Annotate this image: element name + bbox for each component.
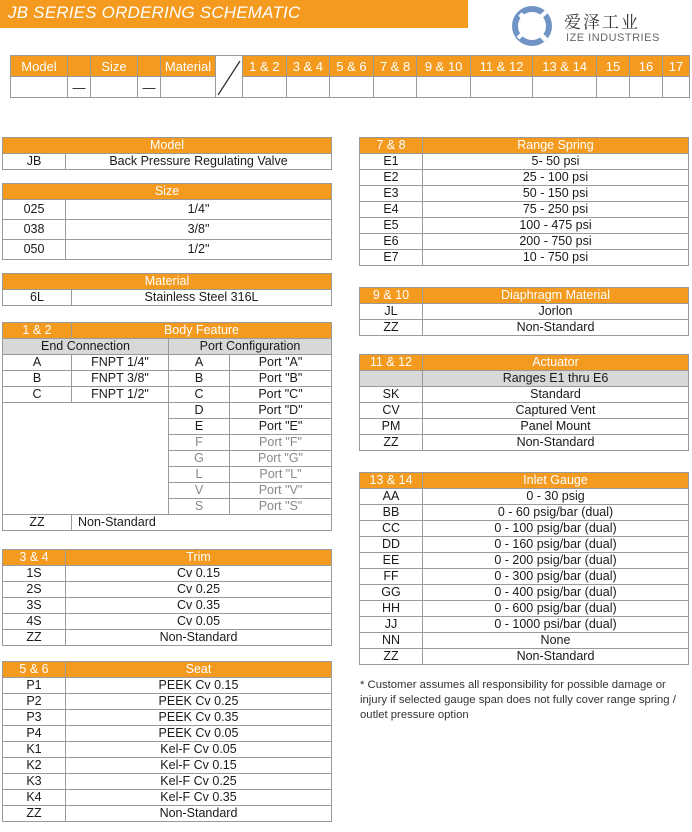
diaphragm-code: ZZ xyxy=(360,320,423,336)
size-desc: 1/2" xyxy=(66,240,332,260)
spring-code: E3 xyxy=(360,186,423,202)
diaphragm-table xyxy=(359,287,689,336)
trim-pos: 3 & 4 xyxy=(3,550,66,566)
spring-code: E4 xyxy=(360,202,423,218)
gauge-title: Inlet Gauge xyxy=(423,473,689,489)
schematic-blank xyxy=(373,77,417,98)
actuator-code: PM xyxy=(360,419,423,435)
schematic-size: Size xyxy=(91,56,138,77)
schematic-blank xyxy=(417,77,471,98)
diaphragm-desc: Jorlon xyxy=(423,304,689,320)
schematic-dash: — xyxy=(68,77,91,98)
model-title: Model xyxy=(3,138,332,154)
gauge-code: AA xyxy=(360,489,423,505)
schematic-blank xyxy=(533,77,597,98)
spring-code: E2 xyxy=(360,170,423,186)
spring-desc: 100 - 475 psi xyxy=(423,218,689,234)
gauge-code: DD xyxy=(360,537,423,553)
spring-code: E6 xyxy=(360,234,423,250)
schematic-blank xyxy=(470,77,532,98)
material-title: Material xyxy=(3,274,332,290)
schematic-blank xyxy=(243,77,287,98)
trim-code: 3S xyxy=(3,598,66,614)
schematic-gap xyxy=(138,56,161,77)
gauge-desc: 0 - 600 psig/bar (dual) xyxy=(423,601,689,617)
port-code: G xyxy=(169,451,230,467)
spring-desc: 25 - 100 psi xyxy=(423,170,689,186)
size-code: 050 xyxy=(3,240,66,260)
gauge-footnote: * Customer assumes all responsibility for possible damage or injury if selected gauge span does not fully cover range spring / outlet pressure option xyxy=(360,679,676,721)
port-code: D xyxy=(169,403,230,419)
port-desc: Port "A" xyxy=(230,355,332,371)
port-desc: Port "L" xyxy=(230,467,332,483)
gauge-code: ZZ xyxy=(360,649,423,665)
port-desc: Port "C" xyxy=(230,387,332,403)
gauge-code: EE xyxy=(360,553,423,569)
schematic-pos: 9 & 10 xyxy=(417,56,471,77)
seat-desc: Kel-F Cv 0.15 xyxy=(66,758,332,774)
actuator-title: Actuator xyxy=(423,355,689,371)
end-code: A xyxy=(3,355,72,371)
trim-table xyxy=(2,549,332,646)
body-title: Body Feature xyxy=(72,323,332,339)
trim-desc: Cv 0.15 xyxy=(66,566,332,582)
spring-desc: 5- 50 psi xyxy=(423,154,689,170)
gauge-code: JJ xyxy=(360,617,423,633)
seat-code: P1 xyxy=(3,678,66,694)
port-code: S xyxy=(169,499,230,515)
schematic-blank xyxy=(663,77,690,98)
logo-text-cn: 爱泽工业 xyxy=(564,13,640,33)
inlet-gauge-table xyxy=(359,472,689,665)
seat-code: K3 xyxy=(3,774,66,790)
trim-desc: Cv 0.05 xyxy=(66,614,332,630)
schematic-dash: — xyxy=(138,77,161,98)
schematic-pos: 11 & 12 xyxy=(470,56,532,77)
gauge-desc: 0 - 60 psig/bar (dual) xyxy=(423,505,689,521)
gauge-desc: 0 - 300 psig/bar (dual) xyxy=(423,569,689,585)
end-code: B xyxy=(3,371,72,387)
schematic-pos: 5 & 6 xyxy=(330,56,374,77)
body-pos: 1 & 2 xyxy=(3,323,72,339)
schematic-slash xyxy=(216,56,243,98)
end-desc: FNPT 3/8" xyxy=(72,371,169,387)
gauge-code: HH xyxy=(360,601,423,617)
actuator-desc: Non-Standard xyxy=(423,435,689,451)
model-table xyxy=(2,137,332,170)
actuator-sub-blank xyxy=(360,371,423,387)
end-desc: FNPT 1/2" xyxy=(72,387,169,403)
material-table xyxy=(2,273,332,306)
seat-desc: PEEK Cv 0.05 xyxy=(66,726,332,742)
port-code: F xyxy=(169,435,230,451)
spring-code: E5 xyxy=(360,218,423,234)
size-code: 038 xyxy=(3,220,66,240)
size-code: 025 xyxy=(3,200,66,220)
size-table xyxy=(2,183,332,260)
port-desc: Port "B" xyxy=(230,371,332,387)
end-desc: FNPT 1/4" xyxy=(72,355,169,371)
schematic-pos: 1 & 2 xyxy=(243,56,287,77)
schematic-pos: 13 & 14 xyxy=(533,56,597,77)
schematic-blank xyxy=(286,77,330,98)
size-desc: 3/8" xyxy=(66,220,332,240)
end-connection-header: End Connection xyxy=(3,339,169,355)
schematic-blank xyxy=(330,77,374,98)
actuator-code: CV xyxy=(360,403,423,419)
header-bar xyxy=(0,0,468,28)
schematic-pos: 3 & 4 xyxy=(286,56,330,77)
model-code: JB xyxy=(3,154,66,170)
schematic-pos: 15 xyxy=(597,56,630,77)
port-code: L xyxy=(169,467,230,483)
spring-desc: 75 - 250 psi xyxy=(423,202,689,218)
schematic-material: Material xyxy=(161,56,216,77)
actuator-code: SK xyxy=(360,387,423,403)
material-desc: Stainless Steel 316L xyxy=(72,290,332,306)
schematic-pos: 17 xyxy=(663,56,690,77)
trim-code: 2S xyxy=(3,582,66,598)
diaphragm-desc: Non-Standard xyxy=(423,320,689,336)
gauge-desc: 0 - 200 psig/bar (dual) xyxy=(423,553,689,569)
actuator-code: ZZ xyxy=(360,435,423,451)
gauge-code: GG xyxy=(360,585,423,601)
seat-code: P4 xyxy=(3,726,66,742)
material-code: 6L xyxy=(3,290,72,306)
seat-code: K1 xyxy=(3,742,66,758)
port-desc: Port "G" xyxy=(230,451,332,467)
gauge-code: CC xyxy=(360,521,423,537)
trim-title: Trim xyxy=(66,550,332,566)
seat-desc: PEEK Cv 0.25 xyxy=(66,694,332,710)
port-desc: Port "V" xyxy=(230,483,332,499)
actuator-subheader: Ranges E1 thru E6 xyxy=(423,371,689,387)
body-zz-code: ZZ xyxy=(3,515,72,531)
trim-code: 4S xyxy=(3,614,66,630)
seat-code: P2 xyxy=(3,694,66,710)
schematic-gap xyxy=(68,56,91,77)
diaphragm-title: Diaphragm Material xyxy=(423,288,689,304)
range-spring-table xyxy=(359,137,689,266)
spring-desc: 10 - 750 psi xyxy=(423,250,689,266)
trim-desc: Non-Standard xyxy=(66,630,332,646)
port-desc: Port "F" xyxy=(230,435,332,451)
port-code: E xyxy=(169,419,230,435)
gauge-code: NN xyxy=(360,633,423,649)
diaphragm-pos: 9 & 10 xyxy=(360,288,423,304)
body-zz-desc: Non-Standard xyxy=(72,515,332,531)
seat-title: Seat xyxy=(66,662,332,678)
gauge-desc: Non-Standard xyxy=(423,649,689,665)
size-title: Size xyxy=(3,184,332,200)
port-code: B xyxy=(169,371,230,387)
end-connection-blank xyxy=(3,403,169,515)
spring-desc: 200 - 750 psi xyxy=(423,234,689,250)
schematic-pos: 16 xyxy=(630,56,663,77)
ordering-schematic xyxy=(10,55,690,98)
body-feature-table xyxy=(2,322,332,531)
actuator-desc: Panel Mount xyxy=(423,419,689,435)
schematic-blank xyxy=(161,77,216,98)
schematic-blank xyxy=(630,77,663,98)
end-code: C xyxy=(3,387,72,403)
port-code: A xyxy=(169,355,230,371)
gauge-desc: 0 - 100 psig/bar (dual) xyxy=(423,521,689,537)
gauge-desc: 0 - 30 psig xyxy=(423,489,689,505)
gauge-desc: None xyxy=(423,633,689,649)
spring-code: E7 xyxy=(360,250,423,266)
trim-desc: Cv 0.35 xyxy=(66,598,332,614)
seat-desc: PEEK Cv 0.15 xyxy=(66,678,332,694)
model-desc: Back Pressure Regulating Valve xyxy=(66,154,332,170)
gauge-pos: 13 & 14 xyxy=(360,473,423,489)
gauge-desc: 0 - 1000 psi/bar (dual) xyxy=(423,617,689,633)
trim-desc: Cv 0.25 xyxy=(66,582,332,598)
size-desc: 1/4" xyxy=(66,200,332,220)
actuator-desc: Captured Vent xyxy=(423,403,689,419)
port-desc: Port "S" xyxy=(230,499,332,515)
seat-table xyxy=(2,661,332,822)
port-desc: Port "D" xyxy=(230,403,332,419)
port-code: C xyxy=(169,387,230,403)
page-title: JB SERIES ORDERING SCHEMATIC xyxy=(8,3,301,22)
schematic-model: Model xyxy=(11,56,68,77)
trim-code: 1S xyxy=(3,566,66,582)
gauge-desc: 0 - 160 psig/bar (dual) xyxy=(423,537,689,553)
port-desc: Port "E" xyxy=(230,419,332,435)
actuator-pos: 11 & 12 xyxy=(360,355,423,371)
port-code: V xyxy=(169,483,230,499)
seat-desc: PEEK Cv 0.35 xyxy=(66,710,332,726)
spring-pos: 7 & 8 xyxy=(360,138,423,154)
diaphragm-code: JL xyxy=(360,304,423,320)
seat-code: K2 xyxy=(3,758,66,774)
seat-desc: Kel-F Cv 0.05 xyxy=(66,742,332,758)
seat-code: ZZ xyxy=(3,806,66,822)
seat-pos: 5 & 6 xyxy=(3,662,66,678)
gauge-desc: 0 - 400 psig/bar (dual) xyxy=(423,585,689,601)
seat-desc: Kel-F Cv 0.25 xyxy=(66,774,332,790)
spring-desc: 50 - 150 psi xyxy=(423,186,689,202)
spring-code: E1 xyxy=(360,154,423,170)
schematic-blank xyxy=(597,77,630,98)
trim-code: ZZ xyxy=(3,630,66,646)
spring-title: Range Spring xyxy=(423,138,689,154)
gauge-code: FF xyxy=(360,569,423,585)
logo-text-en: IZE INDUSTRIES xyxy=(566,32,660,44)
logo-mark-icon xyxy=(510,6,560,46)
company-logo xyxy=(510,6,690,50)
seat-desc: Non-Standard xyxy=(66,806,332,822)
schematic-blank xyxy=(11,77,68,98)
seat-code: P3 xyxy=(3,710,66,726)
gauge-code: BB xyxy=(360,505,423,521)
seat-code: K4 xyxy=(3,790,66,806)
seat-desc: Kel-F Cv 0.35 xyxy=(66,790,332,806)
schematic-blank xyxy=(91,77,138,98)
actuator-table xyxy=(359,354,689,451)
port-configuration-header: Port Configuration xyxy=(169,339,332,355)
schematic-pos: 7 & 8 xyxy=(373,56,417,77)
actuator-desc: Standard xyxy=(423,387,689,403)
